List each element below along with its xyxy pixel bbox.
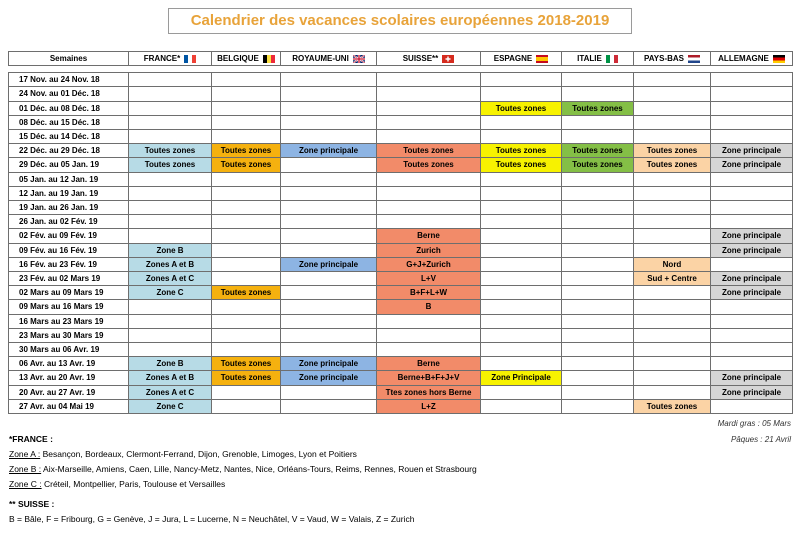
table-row [9,357,793,371]
vacation-cell: Zone principale [711,371,793,385]
vacation-cell [212,328,281,342]
vacation-cell: Zones A et C [129,272,212,286]
vacation-cell [562,272,634,286]
vacation-cell [562,385,634,399]
table-row [9,101,793,115]
zone-c-label: Zone C : [9,479,42,489]
vacation-cell [129,172,212,186]
vacation-cell [634,115,711,129]
vacation-cell: Toutes zones [212,371,281,385]
vacation-cell [281,243,377,257]
header-spacer [9,66,793,73]
swiss-flag-icon [442,55,454,63]
vacation-cell [281,229,377,243]
table-row [9,257,793,271]
vacation-cell [281,201,377,215]
vacation-cell [711,73,793,87]
table-row [9,172,793,186]
vacation-cell [129,73,212,87]
vacation-cell: Toutes zones [377,144,481,158]
vacation-cell: B+F+L+W [377,286,481,300]
table-row [9,272,793,286]
vacation-cell [634,215,711,229]
week-label: 23 Mars au 30 Mars 19 [9,328,129,342]
vacation-cell: Toutes zones [377,158,481,172]
vacation-cell: Zone B [129,357,212,371]
vacation-cell: Toutes zones [129,144,212,158]
vacation-cell [281,101,377,115]
vacation-cell [711,201,793,215]
vacation-cell [212,215,281,229]
table-row [9,314,793,328]
vacation-cell [481,399,562,413]
vacation-cell [281,314,377,328]
vacation-cell [562,229,634,243]
vacation-cell: Zone principale [711,272,793,286]
vacation-cell [481,172,562,186]
vacation-cell [481,314,562,328]
vacation-cell [481,215,562,229]
vacation-cell [634,371,711,385]
week-label: 13 Avr. au 20 Avr. 19 [9,371,129,385]
paques-note: Pâques : 21 Avril [730,435,791,444]
week-label: 24 Nov. au 01 Déc. 18 [9,87,129,101]
vacation-cell [711,328,793,342]
vacation-cell: Zone Principale [481,371,562,385]
vacation-cell [377,130,481,144]
vacation-cell [711,343,793,357]
vacation-cell: Berne [377,229,481,243]
vacation-cell [634,73,711,87]
table-row [9,87,793,101]
vacation-cell [634,314,711,328]
vacation-cell [212,201,281,215]
header-italie [562,52,634,66]
week-label: 01 Déc. au 08 Déc. 18 [9,101,129,115]
header-label: SUISSE** [402,54,439,63]
vacation-cell [129,186,212,200]
week-label: 22 Déc. au 29 Déc. 18 [9,144,129,158]
vacation-cell [129,87,212,101]
vacation-cell [562,399,634,413]
vacation-cell [634,328,711,342]
vacation-cell: Zone principale [281,144,377,158]
zone-b-line [9,462,477,477]
vacation-cell [481,385,562,399]
vacation-cell [281,87,377,101]
zone-a-line [9,447,477,462]
week-label: 09 Mars au 16 Mars 19 [9,300,129,314]
vacation-cell: Zone principale [711,243,793,257]
vacation-cell [129,343,212,357]
table-row [9,371,793,385]
header-weeks [9,52,129,66]
vacation-cell [212,399,281,413]
vacation-cell [281,130,377,144]
vacation-cell [281,343,377,357]
vacation-cell [481,130,562,144]
header-label: FRANCE* [143,54,181,63]
header-espagne [481,52,562,66]
vacation-cell: Zone principale [281,371,377,385]
week-label: 12 Jan. au 19 Jan. 19 [9,186,129,200]
week-label: 06 Avr. au 13 Avr. 19 [9,357,129,371]
vacation-cell [481,115,562,129]
vacation-cell [481,286,562,300]
vacation-cell: Toutes zones [634,399,711,413]
vacation-cell [711,215,793,229]
vacation-cell: Berne [377,357,481,371]
vacation-cell [562,73,634,87]
vacation-cell [212,186,281,200]
vacation-cell [212,314,281,328]
spain-flag-icon [536,55,548,63]
vacation-cell [281,73,377,87]
week-label: 16 Mars au 23 Mars 19 [9,314,129,328]
table-row [9,243,793,257]
vacation-cell: Toutes zones [634,144,711,158]
vacation-cell: G+J+Zurich [377,257,481,271]
table-row [9,186,793,200]
suisse-legend-text: B = Bâle, F = Fribourg, G = Genève, J = Jura, L = Lucerne, N = Neuchâtel, V = Vaud, W = Valais, Z = Zurich [9,514,415,524]
vacation-cell [281,286,377,300]
vacation-cell [562,172,634,186]
vacation-cell: Zone principale [711,385,793,399]
vacation-cell [562,343,634,357]
vacation-cell [562,115,634,129]
vacation-cell: Zone principale [711,286,793,300]
header-row [9,52,793,66]
vacation-cell: Zone C [129,286,212,300]
vacation-cell [129,229,212,243]
vacation-cell: Berne+B+F+J+V [377,371,481,385]
vacation-cell [377,115,481,129]
header-label: Semaines [49,54,88,63]
week-label: 20 Avr. au 27 Avr. 19 [9,385,129,399]
vacation-cell: Toutes zones [212,158,281,172]
week-label: 16 Fév. au 23 Fév. 19 [9,257,129,271]
vacation-cell: Zone C [129,399,212,413]
vacation-cell [634,357,711,371]
vacation-cell [711,101,793,115]
table-row [9,399,793,413]
vacation-cell [562,87,634,101]
vacation-cell [634,101,711,115]
vacation-cell: Zone B [129,243,212,257]
table-row [9,385,793,399]
vacation-cell [281,328,377,342]
vacation-cell: Toutes zones [562,101,634,115]
vacation-cell [562,257,634,271]
vacation-cell [129,201,212,215]
vacation-cell: Zone principale [281,357,377,371]
vacation-cell [212,87,281,101]
week-label: 29 Déc. au 05 Jan. 19 [9,158,129,172]
week-label: 27 Avr. au 04 Mai 19 [9,399,129,413]
vacation-cell [711,300,793,314]
vacation-cell [481,272,562,286]
vacation-cell: Toutes zones [481,101,562,115]
vacation-cell [562,130,634,144]
france-legend [9,432,477,492]
vacation-cell [481,186,562,200]
vacation-cell [711,399,793,413]
vacation-cell [711,257,793,271]
vacation-cell [377,215,481,229]
germany-flag-icon [773,55,785,63]
vacation-cell [562,286,634,300]
suisse-legend [9,497,414,527]
vacation-cell [212,257,281,271]
table-row [9,343,793,357]
table-row [9,115,793,129]
vacation-cell [212,272,281,286]
zone-b-text: Aix-Marseille, Amiens, Caen, Lille, Nancy-Metz, Nantes, Nice, Orléans-Tours, Reims, Rennes, Rouen et Strasbourg [41,464,477,474]
vacation-cell [562,186,634,200]
uk-flag-icon [353,55,365,63]
week-label: 15 Déc. au 14 Déc. 18 [9,130,129,144]
vacation-cell: Zones A et C [129,385,212,399]
vacation-cell [212,130,281,144]
header-pays-bas [634,52,711,66]
week-label: 23 Fév. au 02 Mars 19 [9,272,129,286]
calendar-table [8,51,793,414]
vacation-cell [481,201,562,215]
vacation-cell [481,229,562,243]
vacation-cell [377,172,481,186]
vacation-cell [562,243,634,257]
table-row [9,229,793,243]
vacation-cell [634,300,711,314]
vacation-cell: Toutes zones [129,158,212,172]
vacation-cell [562,215,634,229]
header-royaume-uni [281,52,377,66]
header-allemagne [711,52,793,66]
vacation-cell [129,300,212,314]
vacation-cell [377,73,481,87]
vacation-cell [281,186,377,200]
vacation-cell [481,328,562,342]
vacation-cell [212,115,281,129]
vacation-cell: Zones A et B [129,371,212,385]
header-label: ITALIE [577,54,602,63]
vacation-cell: Zurich [377,243,481,257]
calendar-body [9,73,793,414]
vacation-cell [711,87,793,101]
vacation-cell: Toutes zones [562,144,634,158]
vacation-cell: Sud + Centre [634,272,711,286]
vacation-cell: B [377,300,481,314]
header-label: BELGIQUE [217,54,259,63]
table-row [9,286,793,300]
header-label: PAYS-BAS [643,54,684,63]
belgium-flag-icon [263,55,275,63]
header-label: ESPAGNE [493,54,533,63]
vacation-cell [129,215,212,229]
vacation-cell [634,186,711,200]
table-row [9,130,793,144]
vacation-cell [377,87,481,101]
vacation-cell [634,243,711,257]
header-france [129,52,212,66]
vacation-cell: L+V [377,272,481,286]
mardi-gras-note: Mardi gras : 05 Mars [717,419,791,428]
vacation-cell: Toutes zones [634,158,711,172]
vacation-cell [562,300,634,314]
zone-c-text: Créteil, Montpellier, Paris, Toulouse et Versailles [41,479,226,489]
vacation-cell [281,115,377,129]
vacation-cell: Zone principale [711,158,793,172]
week-label: 26 Jan. au 02 Fév. 19 [9,215,129,229]
vacation-cell [481,73,562,87]
vacation-cell [481,300,562,314]
table-row [9,300,793,314]
header-belgique [212,52,281,66]
vacation-cell: Toutes zones [212,286,281,300]
vacation-cell [212,229,281,243]
vacation-cell [281,399,377,413]
vacation-cell [377,343,481,357]
week-label: 19 Jan. au 26 Jan. 19 [9,201,129,215]
table-row [9,144,793,158]
vacation-cell [481,357,562,371]
vacation-cell [562,328,634,342]
vacation-cell [562,371,634,385]
vacation-cell [129,130,212,144]
vacation-cell [212,243,281,257]
vacation-cell: Zone principale [711,144,793,158]
spacer-cell [9,66,793,73]
table-row [9,73,793,87]
vacation-cell [129,115,212,129]
vacation-cell [377,201,481,215]
vacation-cell [562,314,634,328]
france-flag-icon [184,55,196,63]
vacation-cell [481,257,562,271]
vacation-cell: Nord [634,257,711,271]
header-label: ALLEMAGNE [718,54,769,63]
vacation-cell [377,186,481,200]
vacation-cell: Ttes zones hors Berne [377,385,481,399]
vacation-cell: Zones A et B [129,257,212,271]
vacation-cell [711,314,793,328]
table-row [9,158,793,172]
vacation-cell [634,201,711,215]
vacation-cell: Zone principale [711,229,793,243]
vacation-cell [129,101,212,115]
vacation-cell [562,201,634,215]
week-label: 08 Déc. au 15 Déc. 18 [9,115,129,129]
week-label: 30 Mars au 06 Avr. 19 [9,343,129,357]
vacation-cell [212,385,281,399]
vacation-cell [481,243,562,257]
vacation-cell: Toutes zones [481,158,562,172]
header-label: ROYAUME-UNI [292,54,349,63]
vacation-cell: Toutes zones [212,144,281,158]
zone-a-text: Besançon, Bordeaux, Clermont-Ferrand, Dijon, Grenoble, Limoges, Lyon et Poitiers [40,449,357,459]
week-label: 02 Mars au 09 Mars 19 [9,286,129,300]
vacation-cell [634,229,711,243]
week-label: 02 Fév. au 09 Fév. 19 [9,229,129,243]
vacation-cell [481,343,562,357]
week-label: 05 Jan. au 12 Jan. 19 [9,172,129,186]
vacation-cell [212,343,281,357]
vacation-cell [634,172,711,186]
vacation-cell [634,343,711,357]
vacation-cell [281,385,377,399]
week-label: 17 Nov. au 24 Nov. 18 [9,73,129,87]
zone-a-label: Zone A : [9,449,41,459]
vacation-cell [377,328,481,342]
vacation-cell [711,172,793,186]
vacation-cell: Toutes zones [212,357,281,371]
zone-b-label: Zone B : [9,464,42,474]
vacation-cell [281,272,377,286]
vacation-cell [634,385,711,399]
vacation-cell [481,87,562,101]
header-suisse [377,52,481,66]
vacation-cell [281,215,377,229]
vacation-cell: Zone principale [281,257,377,271]
vacation-cell [212,101,281,115]
vacation-cell [212,300,281,314]
vacation-cell [281,158,377,172]
zone-c-line [9,477,477,492]
vacation-cell: Toutes zones [481,144,562,158]
italy-flag-icon [606,55,618,63]
vacation-cell [281,300,377,314]
suisse-legend-title: ** SUISSE : [9,499,55,509]
vacation-cell [281,172,377,186]
vacation-cell [711,130,793,144]
vacation-cell [562,357,634,371]
table-row [9,201,793,215]
france-legend-title: *FRANCE : [9,434,53,444]
vacation-cell [129,314,212,328]
page-title: Calendrier des vacances scolaires européennes 2018-2019 [168,8,632,34]
vacation-cell: L+Z [377,399,481,413]
vacation-cell [711,115,793,129]
vacation-cell: Toutes zones [562,158,634,172]
vacation-cell [634,286,711,300]
vacation-cell [377,314,481,328]
vacation-cell [711,357,793,371]
netherlands-flag-icon [688,55,700,63]
table-row [9,215,793,229]
vacation-cell [377,101,481,115]
week-label: 09 Fév. au 16 Fév. 19 [9,243,129,257]
vacation-cell [711,186,793,200]
vacation-cell [634,87,711,101]
vacation-cell [129,328,212,342]
vacation-cell [634,130,711,144]
table-row [9,328,793,342]
vacation-cell [212,172,281,186]
vacation-cell [212,73,281,87]
